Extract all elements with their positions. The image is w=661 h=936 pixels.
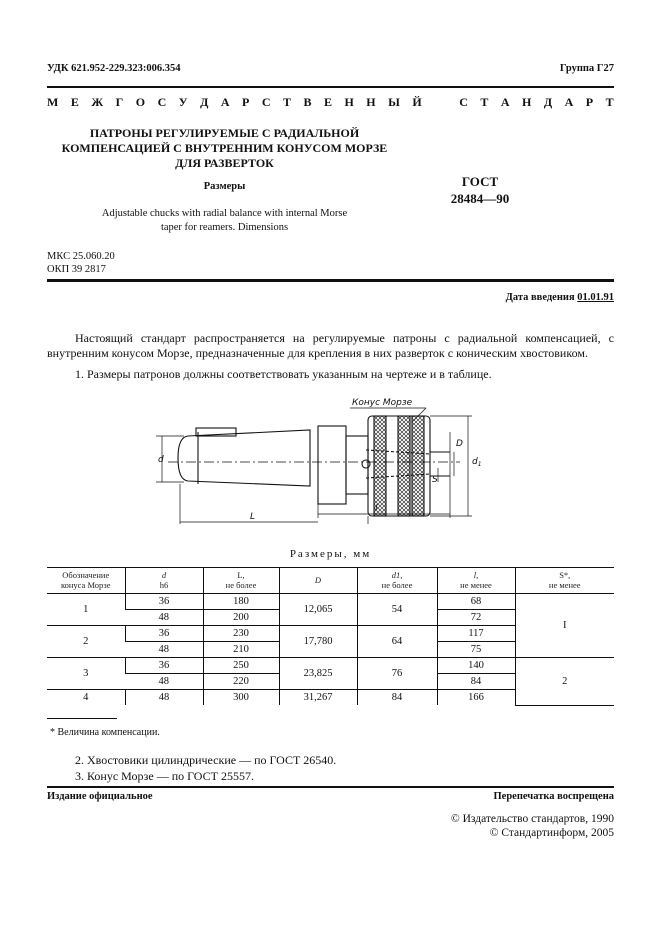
official-edition: Издание официальное [47,791,153,802]
dim-S-label: S [432,475,438,485]
dimensions-table [47,567,614,706]
copyright-2005: © Стандартинформ, 2005 [489,827,614,839]
table-header-cell [279,567,357,594]
header-line-2: h6 [159,580,169,590]
gost-number: 28484—90 [450,191,510,206]
l-cell: 117 [437,626,515,642]
d-cell: 36 [125,626,203,642]
d-cell: 36 [125,658,203,674]
D-cell: 31,267 [279,690,357,706]
header-line-2: не менее [548,580,581,590]
d-cell: 48 [125,674,203,690]
L-cell: 300 [203,690,279,706]
l-cell: 75 [437,642,515,658]
table-header-cell [357,567,437,594]
interstate-letter: В [303,95,312,109]
english-title-line-2: taper for reamers. Dimensions [160,222,289,233]
d-cell: 36 [125,594,203,610]
l-cell: 84 [437,674,515,690]
table-header-row [47,567,614,594]
D-cell: 12,065 [279,594,357,626]
interstate-letter: А [220,95,230,109]
header-line-1: d1, [391,570,403,580]
l-cell: 72 [437,610,515,626]
interstate-letter: Р [585,95,594,109]
group-code: Группа Г27 [559,63,614,74]
l-cell: 140 [437,658,515,674]
d1-cell: 54 [357,594,437,626]
header-line-2: не более [381,580,413,590]
interstate-letter: Н [522,95,532,109]
d1-cell: 64 [357,626,437,658]
D-cell: 23,825 [279,658,357,690]
dim-d1-label: $d_1$ [472,457,482,468]
d-cell: 48 [125,642,203,658]
footer-rule [47,786,614,788]
title-line-2: КОМПЕНСАЦИЕЙ С ВНУТРЕННИМ КОНУСОМ МОРЗЕ [61,141,388,155]
header-line-1: L, [237,570,245,580]
D-cell: 17,780 [279,626,357,658]
subtitle: Размеры [203,181,246,192]
point-3: 3. Конус Морзе — по ГОСТ 25557. [75,769,254,783]
s-cell: I [515,594,614,658]
L-cell: 180 [203,594,279,610]
table-header-cell [437,567,515,594]
gost-designation [420,173,540,207]
header-line-1: D [314,575,322,585]
scope-paragraph: Настоящий стандарт распространяется на регулируемые патроны с радиальной компенсацией, с внутренним конусом Морзе, предназначенные для крепления в них разверток с коническим хвостовиком. [47,331,614,360]
interstate-letter: С [157,95,167,109]
flange [318,426,346,504]
header-line-2: конуса Морзе [60,580,111,590]
cone-cell: 4 [83,692,89,703]
L-cell: 200 [203,610,279,626]
table-caption: Размеры, мм [289,548,372,560]
L-cell: 220 [203,674,279,690]
d-cell: 48 [125,690,203,706]
dim-d-label: d [158,455,164,465]
classification-codes [47,250,115,276]
header-line-1: d [161,570,167,580]
footnote-rule [47,718,117,719]
english-title [47,207,402,235]
l-cell: 166 [437,690,515,706]
thick-rule [47,279,614,282]
cone-morse-label: Конус Морзе [352,398,413,408]
table-row [47,594,614,610]
header-line-1: Обозначение [62,570,110,580]
header-line-2: не более [225,580,257,590]
point-1: 1. Размеры патронов должны соответствовать указанным на чертеже и в таблице. [75,367,492,381]
L-cell: 210 [203,642,279,658]
table-header-cell [47,567,125,594]
udk-code: УДК 621.952-229.323:006.354 [47,63,181,74]
interstate-letter: Т [480,95,489,109]
interstate-letter: А [500,95,510,109]
interstate-letter: А [564,95,574,109]
table-header-cell [125,567,203,594]
L-cell: 230 [203,626,279,642]
english-title-line-1: Adjustable chucks with radial balance with internal Morse [101,208,348,219]
interstate-letter: Ы [388,95,400,109]
interstate-letter: У [178,95,188,109]
interstate-letter: С [459,95,468,109]
d-cell: 48 [125,610,203,626]
d1-cell: 84 [357,690,437,706]
l-cell: 68 [437,594,515,610]
L-cell: 250 [203,658,279,674]
title-line-1: ПАТРОНЫ РЕГУЛИРУЕМЫЕ С РАДИАЛЬНОЙ [89,126,360,140]
interstate-letter: Н [366,95,376,109]
footnote: * Величина компенсации. [50,727,160,738]
mks-code: МКС 25.060.20 [47,251,115,262]
dim-D-label: D [456,439,463,449]
interstate-letter: Р [241,95,250,109]
introduction-date-label: Дата введения [505,292,575,303]
title-line-3: ДЛЯ РАЗВЕРТОК [175,156,274,170]
interstate-letter: Ж [91,95,104,109]
interstate-letter: Й [412,95,422,109]
d1-cell: 76 [357,658,437,690]
interstate-letter: О [135,95,146,109]
interstate-letter: Е [323,95,332,109]
interstate-letter: М [47,95,59,109]
s-cell: 2 [515,658,614,706]
interstate-standard-heading [47,95,614,110]
interstate-letter: С [261,95,271,109]
reprint-prohibited: Перепечатка воспрещена [493,791,614,802]
introduction-date-value: 01.01.91 [577,292,614,303]
interstate-letter: Т [282,95,291,109]
table-header-cell [203,567,279,594]
cone-cell: 1 [47,594,125,626]
table-header-cell [515,567,614,594]
chuck-drawing [150,392,480,532]
interstate-letter: Т [605,95,614,109]
header-line-2: не менее [460,580,492,590]
interstate-letter: Н [344,95,354,109]
top-rule [47,86,614,88]
interstate-letter: Д [543,95,553,109]
gost-label: ГОСТ [461,174,499,189]
interstate-letter: Е [70,95,79,109]
interstate-letter: Г [115,95,124,109]
point-2: 2. Хвостовики цилиндрические — по ГОСТ 26540. [75,753,337,767]
header-line-1: S*, [559,570,571,580]
dim-L-label: L [250,512,256,522]
interstate-letter: Д [200,95,209,109]
table-row [47,658,614,674]
okp-code: ОКП 39 2817 [47,264,106,275]
header-line-1: l, [473,570,479,580]
dim-l-label: l [375,504,378,514]
introduction-date [506,292,614,303]
cone-cell: 2 [47,626,125,658]
cone-cell: 3 [47,658,125,690]
copyright-1990: © Издательство стандартов, 1990 [450,813,614,825]
document-title [47,126,402,171]
